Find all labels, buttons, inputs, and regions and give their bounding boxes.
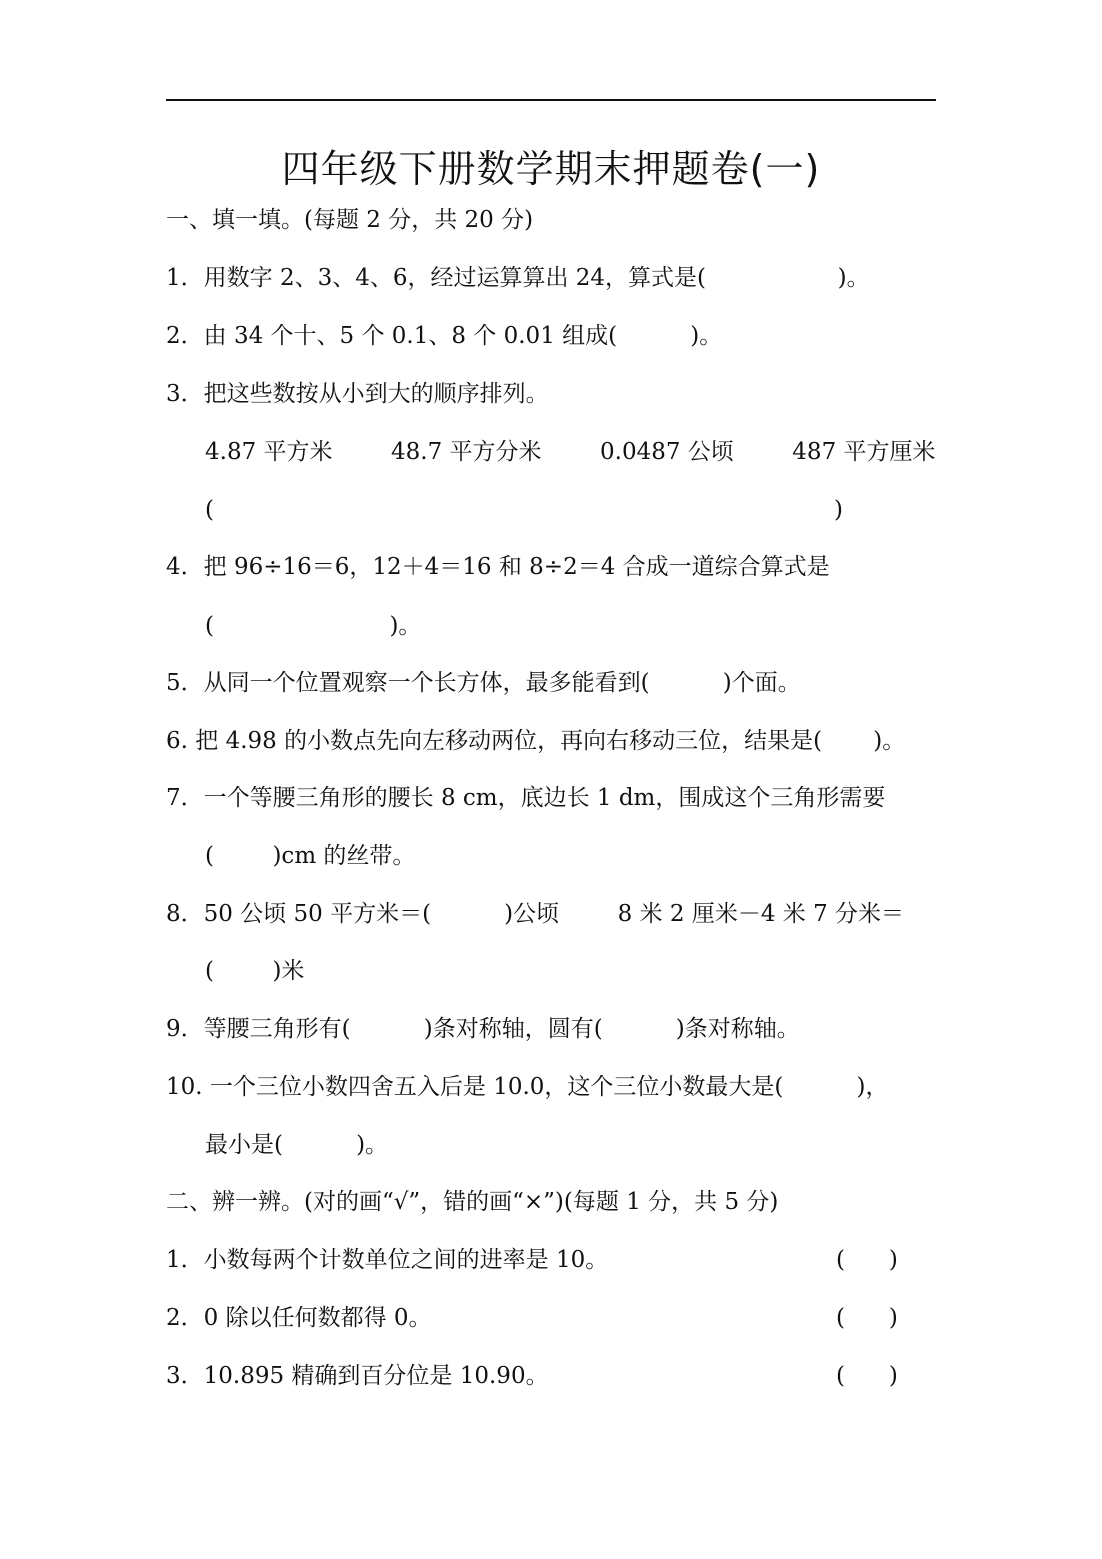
question-1-8-blank: ( )米: [205, 958, 305, 984]
question-1-3-blank-close: ): [834, 497, 843, 523]
question-1-3-items: 4.87 平方米 48.7 平方分米 0.0487 公顷 487 平方厘米: [205, 439, 936, 465]
question-1-10: 10. 一个三位小数四舍五入后是 10.0，这个三位小数最大是( )，: [166, 1074, 889, 1100]
question-1-1: 1．用数字 2、3、4、6，经过运算算出 24，算式是( )。: [166, 265, 870, 291]
section2-heading: 二、辨一辨。(对的画“√”，错的画“×”)(每题 1 分，共 5 分): [166, 1189, 779, 1215]
question-1-6: 6. 把 4.98 的小数点先向左移动两位，再向右移动三位，结果是( )。: [166, 728, 906, 754]
question-1-4-blank: ( )。: [205, 613, 422, 639]
question-1-7-blank: ( )cm 的丝带。: [205, 843, 416, 869]
question-1-3: 3．把这些数按从小到大的顺序排列。: [166, 381, 549, 407]
question-1-10-blank: 最小是( )。: [205, 1132, 389, 1158]
section1-heading: 一、填一填。(每题 2 分，共 20 分): [166, 207, 534, 233]
question-1-8: 8．50 公顷 50 平方米＝( )公顷 8 米 2 厘米－4 米 7 分米＝: [166, 901, 905, 927]
question-1-7: 7．一个等腰三角形的腰长 8 cm，底边长 1 dm，围成这个三角形需要: [166, 785, 886, 811]
question-1-3-blank-open: (: [205, 497, 214, 523]
judge-blank-2: ( ): [836, 1305, 898, 1331]
question-2-1: 1．小数每两个计数单位之间的进率是 10。: [166, 1247, 609, 1273]
page-title: 四年级下册数学期末押题卷(一): [281, 147, 821, 191]
header-rule: [166, 99, 936, 101]
question-1-9: 9．等腰三角形有( )条对称轴，圆有( )条对称轴。: [166, 1016, 800, 1042]
question-1-5: 5．从同一个位置观察一个长方体，最多能看到( )个面。: [166, 670, 801, 696]
question-2-3: 3．10.895 精确到百分位是 10.90。: [166, 1363, 549, 1389]
question-1-4: 4．把 96÷16＝6，12＋4＝16 和 8÷2＝4 合成一道综合算式是: [166, 554, 830, 580]
question-1-2: 2．由 34 个十、5 个 0.1、8 个 0.01 组成( )。: [166, 323, 723, 349]
judge-blank-3: ( ): [836, 1363, 898, 1389]
question-2-2: 2．0 除以任何数都得 0。: [166, 1305, 432, 1331]
judge-blank-1: ( ): [836, 1247, 898, 1273]
